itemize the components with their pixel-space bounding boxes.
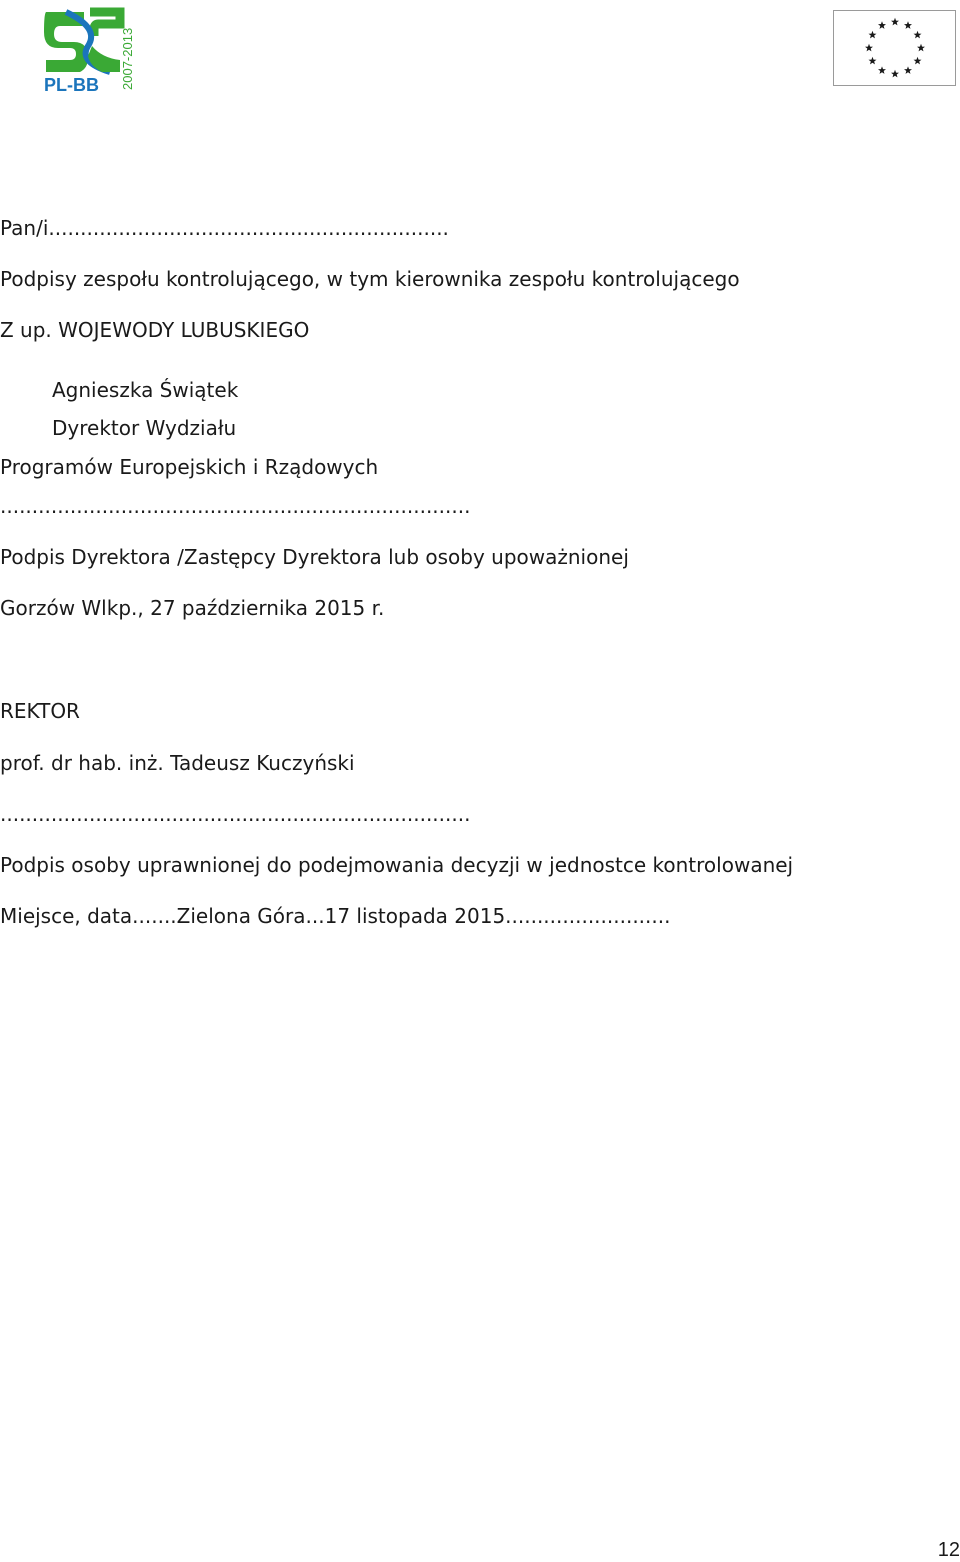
rector-name: prof. dr hab. inż. Tadeusz Kuczyński: [0, 751, 355, 775]
eu-flag: [833, 10, 956, 86]
eu-star: [865, 44, 873, 52]
eu-star: [914, 31, 922, 39]
eu-star: [891, 18, 899, 26]
on-behalf-label: Z up. WOJEWODY LUBUSKIEGO: [0, 318, 310, 342]
signature-dots-1: ..........................................................................: [0, 494, 471, 518]
signatory-department: Programów Europejskich i Rządowych: [0, 455, 379, 479]
unit-signature-label: Podpis osoby uprawnionej do podejmowania decyzji w jednostce kontrolowanej: [0, 853, 794, 877]
signature-dots-2: ..........................................................................: [0, 802, 471, 826]
eu-star: [878, 21, 886, 29]
pl-bb-logo-icon: [40, 6, 136, 94]
eu-star: [904, 21, 912, 29]
eu-star: [868, 31, 876, 39]
eu-stars-icon: [834, 11, 955, 85]
director-signature-label: Podpis Dyrektora /Zastępcy Dyrektora lub osoby upoważnionej: [0, 545, 629, 569]
pl-bb-program-logo: [40, 6, 136, 94]
logo-years: 2007-2013: [120, 27, 135, 90]
logo-abbreviation: PL-BB: [44, 75, 99, 94]
place-date-2: Miejsce, data.......Zielona Góra...17 listopada 2015..........................: [0, 904, 671, 928]
eu-star: [878, 66, 886, 74]
eu-star: [904, 66, 912, 74]
signatory-name: Agnieszka Świątek: [52, 378, 239, 402]
eu-star: [891, 70, 899, 78]
eu-star: [868, 57, 876, 65]
eu-star: [917, 44, 925, 52]
rector-title: REKTOR: [0, 699, 80, 723]
addressee-line: Pan/i...............................................................: [0, 216, 449, 240]
eu-star: [914, 57, 922, 65]
place-date-1: Gorzów Wlkp., 27 października 2015 r.: [0, 596, 385, 620]
team-signatures-label: Podpisy zespołu kontrolującego, w tym kierownika zespołu kontrolującego: [0, 267, 740, 291]
page-number: 12: [937, 1539, 960, 1561]
signatory-title: Dyrektor Wydziału: [52, 416, 237, 440]
